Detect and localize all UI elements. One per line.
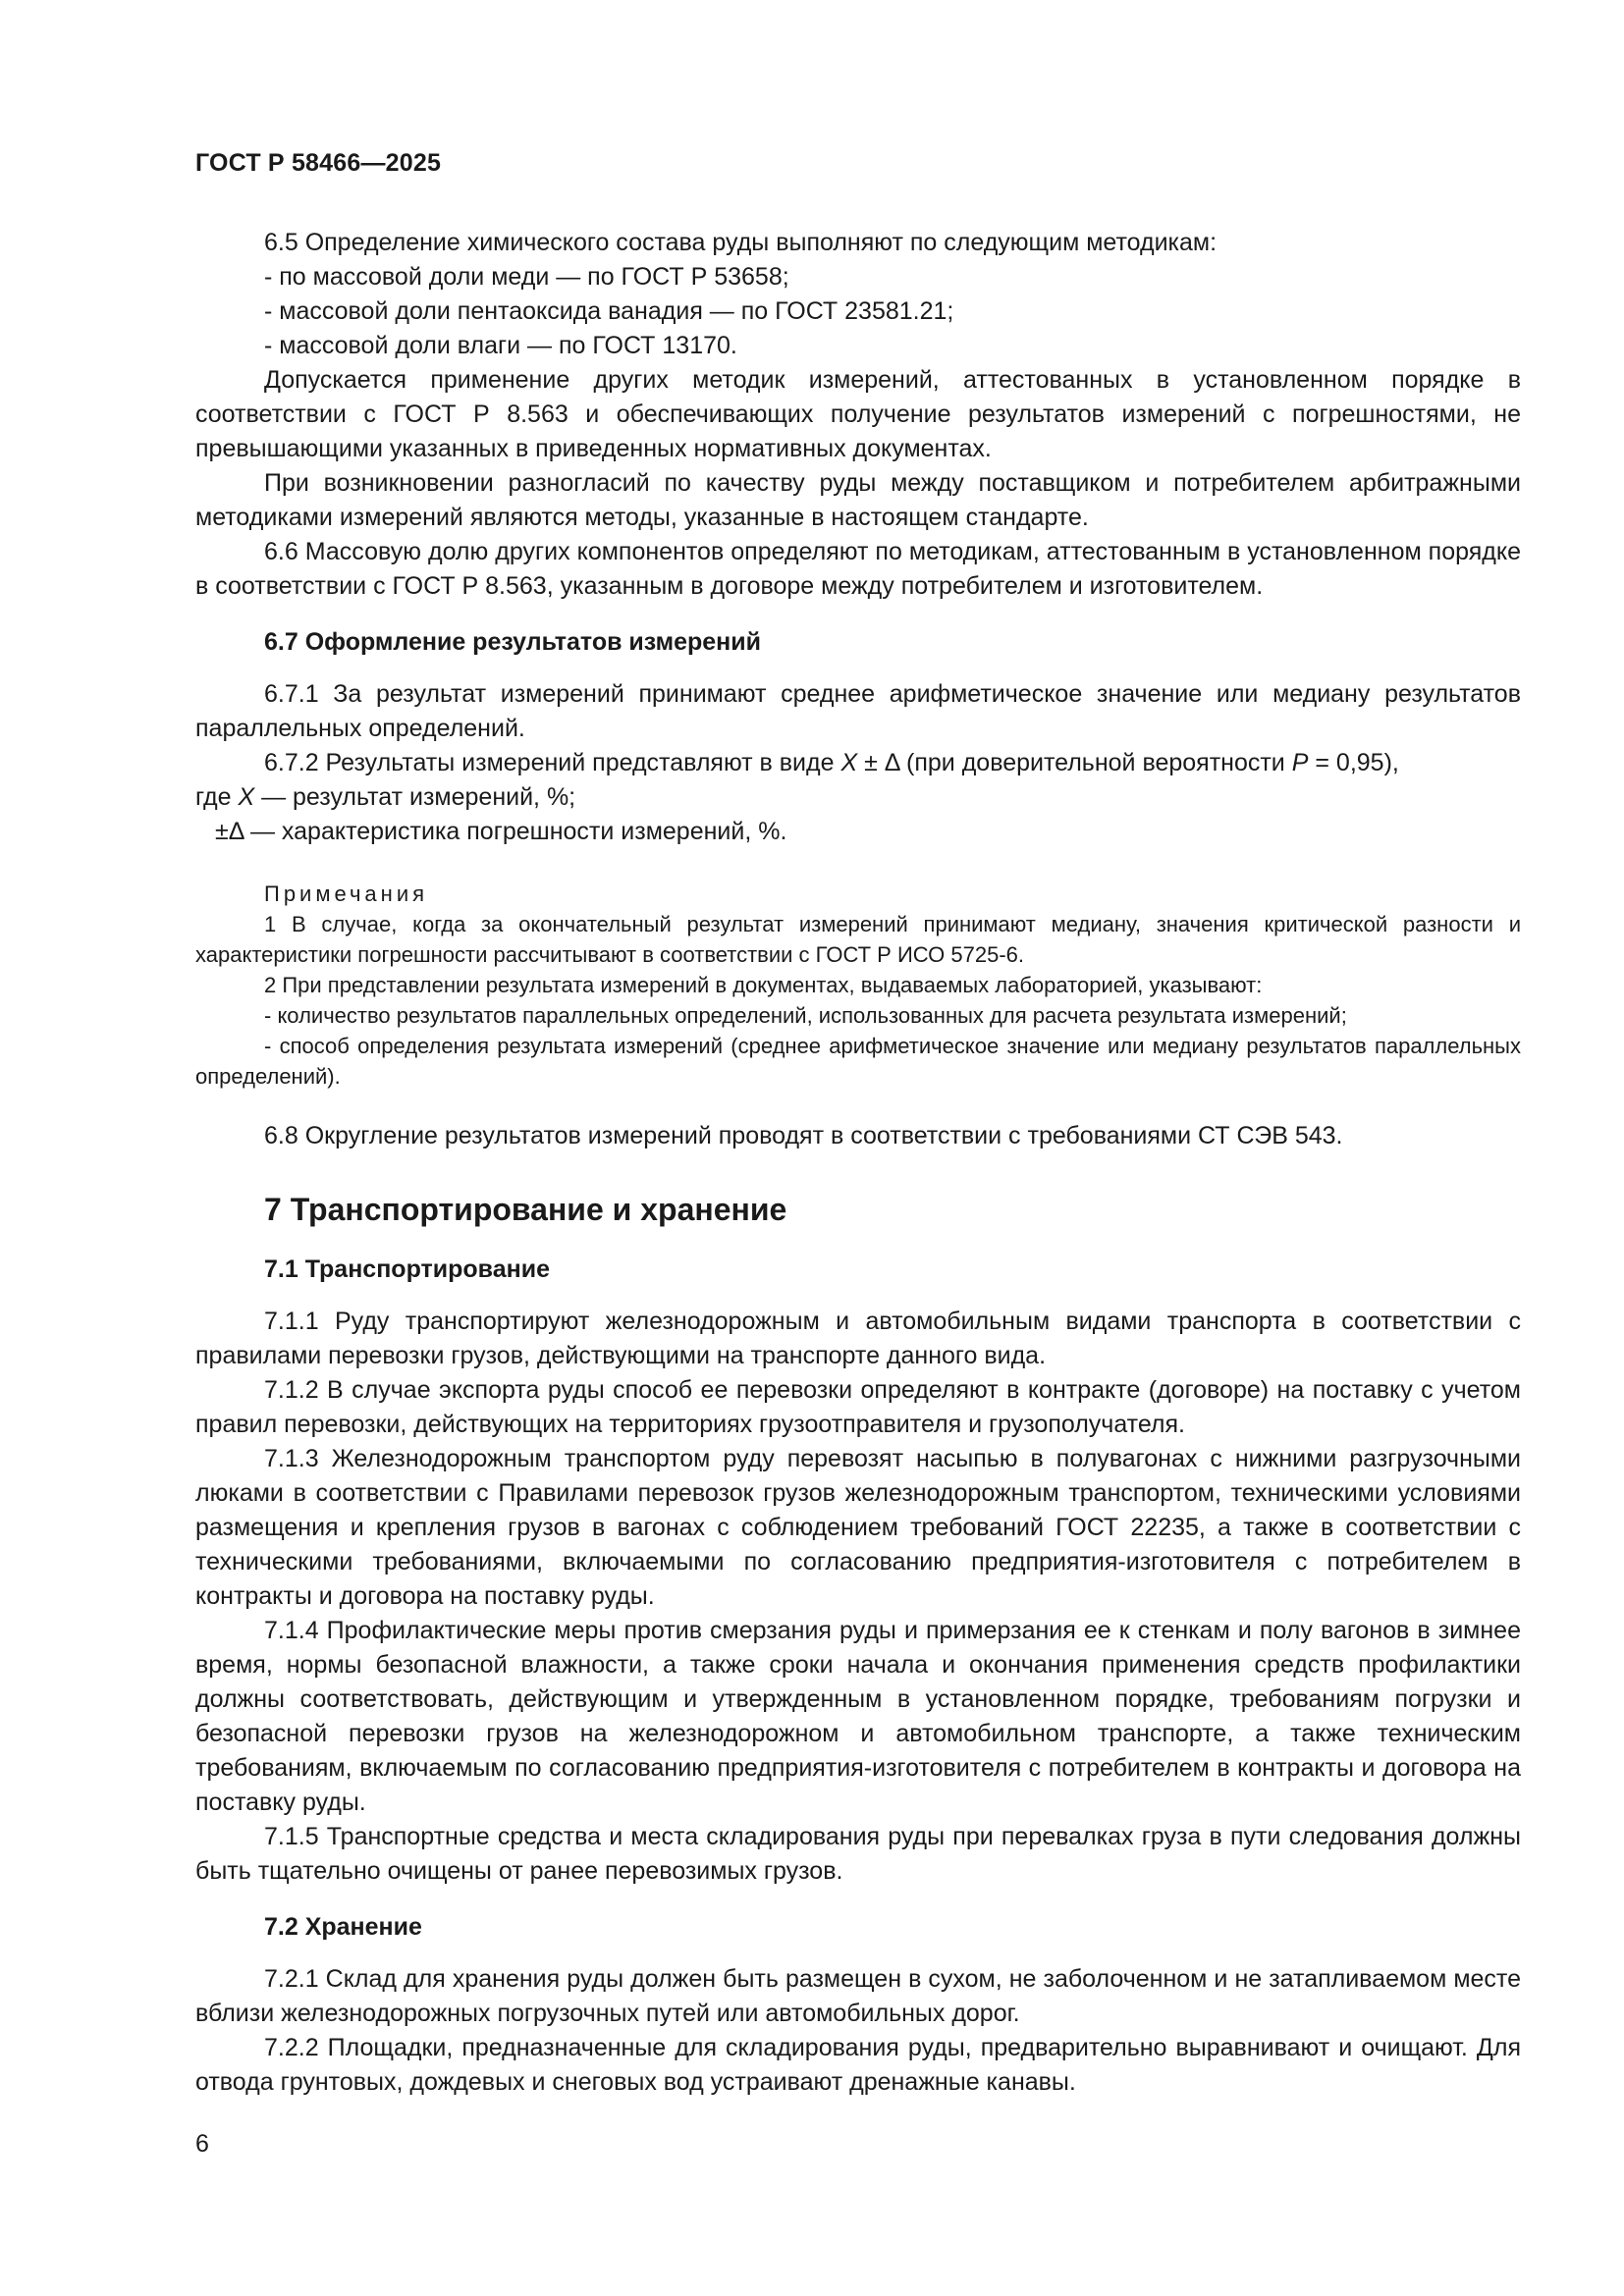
paragraph-6-5: 6.5 Определение химического состава руды выполняют по следующим методикам: <box>264 229 1218 256</box>
section-heading-7: 7 Транспортирование и хранение <box>264 1192 787 1227</box>
formula-text: 6.7.2 Результаты измерений представляют в виде <box>264 749 841 776</box>
paragraph-7-1-4: 7.1.4 Профилактические меры против смерзания руды и примерзания ее к стенкам и полу вагонов в зимнее время, нормы безопасной влажности, а также сроки начала и окончания применения средств профилактики должны соответствовать, действующим и утвержденным в установленном порядке, требованиям погрузки и безопасной перевозки грузов на железнодорожном и автомобильном транспорте, а также техническим требованиям, включаемым по согласованию предприятия-изготовителя с потребителем в контракты и договора на поставку руды. <box>195 1617 1521 1816</box>
page-number: 6 <box>195 2130 209 2158</box>
variable-x: X <box>840 749 858 776</box>
paragraph-disputes: При возникновении разногласий по качеству руды между поставщиком и потребителем арбитражными методиками измерений являются методы, указанные в настоящем стандарте. <box>195 469 1521 531</box>
document-body <box>195 226 1521 2100</box>
paragraph-allowed: Допускается применение других методик измерений, аттестованных в установленном порядке в соответствии с ГОСТ Р 8.563 и обеспечивающих получение результатов измерений с погрешностями, не превышающими указанных в приведенных нормативных документах. <box>195 366 1521 462</box>
paragraph-6-6: 6.6 Массовую долю других компонентов определяют по методикам, аттестованным в установленном порядке в соответствии с ГОСТ Р 8.563, указанным в договоре между потребителем и изготовителем. <box>195 538 1521 600</box>
paragraph-7-1-5: 7.1.5 Транспортные средства и места складирования руды при перевалках груза в пути следования должны быть тщательно очищены от ранее перевозимых грузов. <box>195 1823 1521 1885</box>
notes-block <box>195 879 1521 1092</box>
paragraph-7-2-2: 7.2.2 Площадки, предназначенные для складирования руды, предварительно выравнивают и очищают. Для отвода грунтовых, дождевых и снеговых вод устраивают дренажные канавы. <box>195 2034 1521 2096</box>
notes-title: Примечания <box>264 881 429 906</box>
paragraph-7-1-1: 7.1.1 Руду транспортируют железнодорожным и автомобильным видами транспорта в соответствии с правилами перевозки грузов, действующими на транспорте данного вида. <box>195 1308 1521 1369</box>
document-page <box>195 0 1521 2296</box>
paragraph-6-7-1: 6.7.1 За результат измерений принимают среднее арифметическое значение или медиану результатов параллельных определений. <box>195 680 1521 742</box>
formula-text: = 0,95), <box>1308 749 1399 776</box>
variable-x: X <box>238 783 255 811</box>
variable-p: P <box>1291 749 1309 776</box>
paragraph-7-1-3: 7.1.3 Железнодорожным транспортом руду перевозят насыпью в полувагонах с нижними разгрузочными люками в соответствии с Правилами перевозок грузов железнодорожным транспортом, техническими условиями размещения и крепления грузов в вагонах с соблюдением требований ГОСТ 22235, а также в соответствии с техническими требованиями, включаемыми по согласованию предприятия-изготовителя с потребителем в контракты и договора на поставку руды. <box>195 1445 1521 1610</box>
paragraph-6-8: 6.8 Округление результатов измерений проводят в соответствии с требованиями СТ СЭВ 543. <box>264 1122 1343 1149</box>
note-1: 1 В случае, когда за окончательный результат измерений принимают медиану, значения критической разности и характеристики погрешности рассчитывают в соответствии с ГОСТ Р ИСО 5725-6. <box>195 912 1521 967</box>
note-2: 2 При представлении результата измерений в документах, выдаваемых лабораторией, указывают: <box>264 973 1263 997</box>
formula-text: ± Δ (при доверительной вероятности <box>857 749 1292 776</box>
where-line-x <box>195 780 1521 815</box>
where-definition: — результат измерений, %; <box>254 783 576 811</box>
where-label: где <box>195 783 239 811</box>
paragraph-6-7-2 <box>195 746 1521 780</box>
paragraph-7-1-2: 7.1.2 В случае экспорта руды способ ее перевозки определяют в контракте (договоре) на поставку с учетом правил перевозки, действующих на территориях грузоотправителя и грузополучателя. <box>195 1376 1521 1438</box>
where-line-delta: ±Δ — характеристика погрешности измерений, %. <box>215 818 787 845</box>
list-item: - массовой доли пентаоксида ванадия — по ГОСТ 23581.21; <box>264 297 954 325</box>
section-heading-7-2: 7.2 Хранение <box>264 1913 422 1941</box>
section-heading-6-7: 6.7 Оформление результатов измерений <box>264 628 762 656</box>
note-list-item: - способ определения результата измерений (среднее арифметическое значение или медиану результатов параллельных определений). <box>195 1034 1521 1089</box>
section-heading-7-1: 7.1 Транспортирование <box>264 1255 550 1283</box>
note-list-item: - количество результатов параллельных определений, использованных для расчета результата измерений; <box>264 1003 1347 1028</box>
paragraph-7-2-1: 7.2.1 Склад для хранения руды должен быть размещен в сухом, не заболоченном и не затапливаемом месте вблизи железнодорожных погрузочных путей или автомобильных дорог. <box>195 1965 1521 2027</box>
standard-header: ГОСТ Р 58466—2025 <box>195 149 442 177</box>
list-item: - массовой доли влаги — по ГОСТ 13170. <box>264 332 737 359</box>
list-item: - по массовой доли меди — по ГОСТ Р 53658; <box>264 263 789 291</box>
